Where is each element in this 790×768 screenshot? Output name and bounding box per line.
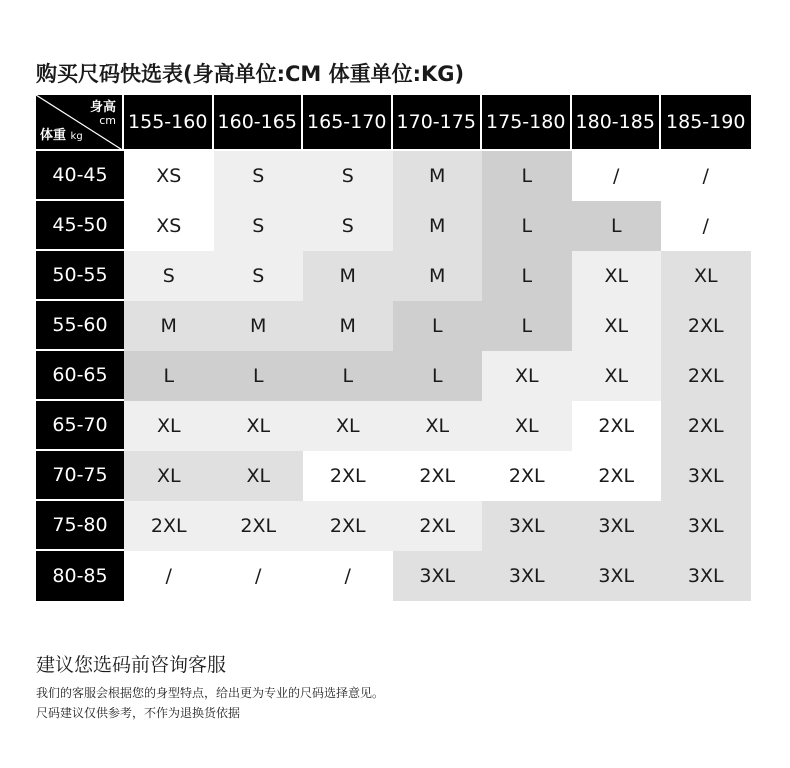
page-title: 购买尺码快选表(身高单位:CM 体重单位:KG) (36, 62, 465, 86)
size-cell: M (393, 251, 483, 301)
weight-row-header: 40-45 (36, 151, 124, 201)
size-cell: XL (661, 251, 751, 301)
size-cell: XL (214, 401, 304, 451)
table-row (36, 301, 751, 351)
size-cell: M (214, 301, 304, 351)
size-cell: XS (124, 201, 214, 251)
size-cell: XL (393, 401, 483, 451)
size-cell: M (124, 301, 214, 351)
table-row (36, 501, 751, 551)
size-cell: L (482, 301, 572, 351)
size-cell: 2XL (482, 451, 572, 501)
size-cell: 3XL (482, 551, 572, 601)
size-cell: XL (214, 451, 304, 501)
advice-line-2: 尺码建议仅供参考，不作为退换货依据 (36, 706, 241, 720)
table-row (36, 151, 751, 201)
weight-row-header: 80-85 (36, 551, 124, 601)
size-cell: S (214, 251, 304, 301)
size-cell: 2XL (214, 501, 304, 551)
size-cell: L (482, 151, 572, 201)
advice-title: 建议您选码前咨询客服 (36, 654, 227, 676)
size-cell: 2XL (661, 401, 751, 451)
size-cell: M (393, 201, 483, 251)
table-row (36, 251, 751, 301)
table-row (36, 551, 751, 601)
size-cell: L (303, 351, 393, 401)
height-column-header: 175-180 (482, 95, 572, 151)
table-row (36, 451, 751, 501)
size-chart-table (36, 95, 751, 601)
size-cell: 2XL (661, 301, 751, 351)
size-cell: L (393, 351, 483, 401)
size-cell: L (482, 251, 572, 301)
size-cell: 3XL (661, 451, 751, 501)
size-cell: 2XL (303, 501, 393, 551)
size-cell: / (661, 151, 751, 201)
size-cell: XL (303, 401, 393, 451)
weight-row-header: 75-80 (36, 501, 124, 551)
size-cell: M (393, 151, 483, 201)
size-cell: S (214, 201, 304, 251)
size-cell: 2XL (393, 501, 483, 551)
size-cell: S (124, 251, 214, 301)
weight-row-header: 55-60 (36, 301, 124, 351)
size-cell: M (303, 301, 393, 351)
size-cell: 2XL (572, 451, 662, 501)
height-column-header: 160-165 (214, 95, 304, 151)
size-cell: 3XL (572, 501, 662, 551)
size-cell: L (124, 351, 214, 401)
height-unit: cm (99, 114, 116, 127)
size-cell: 2XL (303, 451, 393, 501)
size-cell: L (482, 201, 572, 251)
size-cell: S (214, 151, 304, 201)
size-cell: 3XL (482, 501, 572, 551)
size-cell: 3XL (661, 501, 751, 551)
height-column-header: 155-160 (124, 95, 214, 151)
height-axis-label (90, 101, 116, 127)
height-header-row (36, 95, 751, 151)
size-cell: 2XL (661, 351, 751, 401)
size-cell: 3XL (393, 551, 483, 601)
weight-axis-label (40, 124, 83, 143)
weight-row-header: 50-55 (36, 251, 124, 301)
size-cell: XL (482, 351, 572, 401)
height-column-header: 165-170 (303, 95, 393, 151)
weight-row-header: 60-65 (36, 351, 124, 401)
size-cell: / (661, 201, 751, 251)
size-cell: 2XL (572, 401, 662, 451)
table-row (36, 401, 751, 451)
height-column-header: 180-185 (572, 95, 662, 151)
size-cell: 2XL (393, 451, 483, 501)
size-cell: M (303, 251, 393, 301)
height-label: 身高 (89, 100, 116, 115)
size-cell: XL (572, 351, 662, 401)
size-cell: XL (482, 401, 572, 451)
size-cell: / (214, 551, 304, 601)
weight-unit: kg (70, 131, 83, 142)
size-cell: L (214, 351, 304, 401)
weight-label: 体重 (40, 128, 67, 143)
size-cell: 3XL (661, 551, 751, 601)
size-chart-body (36, 151, 751, 601)
size-cell: XL (124, 401, 214, 451)
size-cell: / (124, 551, 214, 601)
size-cell: XL (572, 251, 662, 301)
weight-row-header: 70-75 (36, 451, 124, 501)
height-column-header: 185-190 (661, 95, 751, 151)
height-column-header: 170-175 (393, 95, 483, 151)
size-cell: L (393, 301, 483, 351)
size-cell: L (572, 201, 662, 251)
size-cell: / (572, 151, 662, 201)
weight-row-header: 45-50 (36, 201, 124, 251)
size-cell: / (303, 551, 393, 601)
table-row (36, 351, 751, 401)
size-cell: XL (124, 451, 214, 501)
size-cell: 2XL (124, 501, 214, 551)
weight-row-header: 65-70 (36, 401, 124, 451)
size-cell: S (303, 201, 393, 251)
corner-cell (36, 95, 124, 151)
size-cell: XL (572, 301, 662, 351)
size-cell: S (303, 151, 393, 201)
size-cell: 3XL (572, 551, 662, 601)
table-row (36, 201, 751, 251)
advice-line-1: 我们的客服会根据您的身型特点，给出更为专业的尺码选择意见。 (36, 686, 385, 700)
size-cell: XS (124, 151, 214, 201)
